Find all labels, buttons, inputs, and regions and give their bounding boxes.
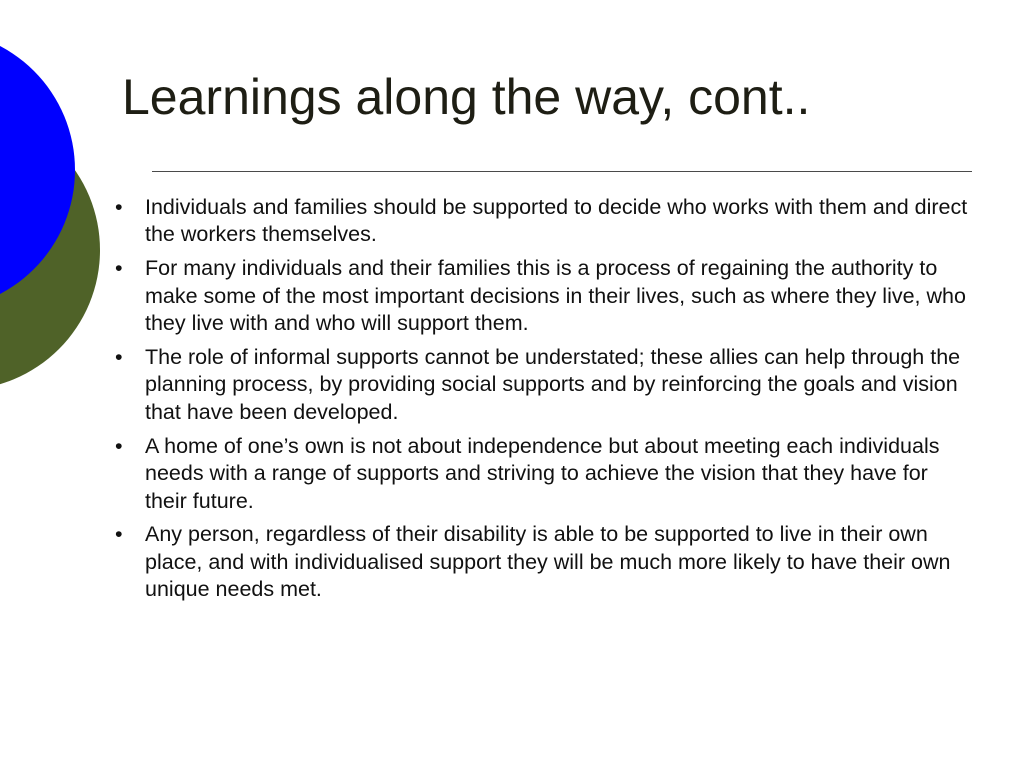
bullet-text: For many individuals and their families this is a process of regaining the authority to make some of the most important decisions in their lives, such as where they live, who they live with and who will support them. bbox=[145, 256, 966, 336]
bullet-item bbox=[115, 255, 975, 337]
bullet-icon: • bbox=[115, 522, 123, 547]
bullet-icon: • bbox=[115, 433, 123, 458]
bullet-item bbox=[115, 521, 975, 603]
bullet-icon: • bbox=[115, 195, 123, 219]
bullet-icon: • bbox=[115, 345, 123, 370]
bullet-text: Any person, regardless of their disability is able to be supported to live in their own place, and with individualised support they will be much more likely to have their own unique needs met. bbox=[145, 522, 951, 602]
bullet-list bbox=[115, 194, 975, 610]
bullet-item bbox=[115, 344, 975, 426]
title-divider bbox=[152, 171, 972, 172]
bullet-item bbox=[115, 194, 975, 249]
slide-title: Learnings along the way, cont.. bbox=[122, 69, 811, 125]
bullet-text: Individuals and families should be supported to decide who works with them and direct the workers themselves. bbox=[145, 195, 968, 247]
bullet-text: The role of informal supports cannot be understated; these allies can help through the planning process, by providing social supports and by reinforcing the goals and vision that have been developed. bbox=[145, 345, 961, 424]
bullet-text: A home of one’s own is not about independence but about meeting each individuals needs with a range of supports and striving to achieve the vision that they have for their future. bbox=[145, 433, 940, 513]
bullet-icon: • bbox=[115, 256, 123, 281]
bullet-item bbox=[115, 433, 975, 515]
decorative-circles bbox=[0, 0, 120, 420]
